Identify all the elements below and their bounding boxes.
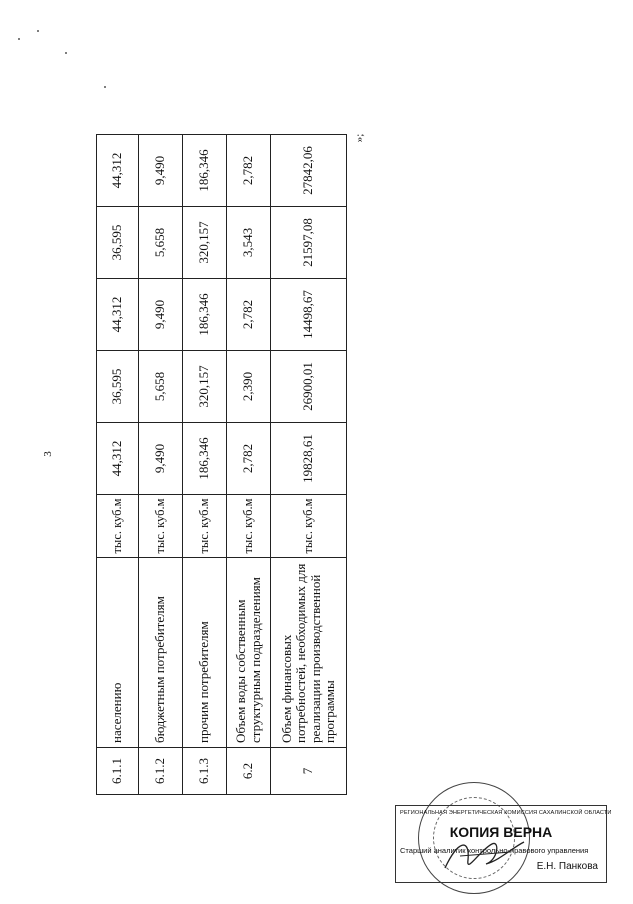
row-value: 44,312 bbox=[97, 279, 139, 351]
row-value: 27842,06 bbox=[271, 135, 347, 207]
rotated-table-region bbox=[96, 135, 346, 795]
row-id: 7 bbox=[271, 748, 347, 795]
closing-quote: »; bbox=[353, 133, 366, 143]
stamp-heading: КОПИЯ ВЕРНА bbox=[449, 824, 553, 840]
row-value: 186,346 bbox=[183, 423, 227, 495]
row-unit: тыс. куб.м bbox=[271, 495, 347, 558]
row-name: Объем воды собственным структурным подразделениям bbox=[227, 558, 271, 748]
handwritten-signature bbox=[440, 830, 530, 878]
row-unit: тыс. куб.м bbox=[97, 495, 139, 558]
row-unit: тыс. куб.м bbox=[139, 495, 183, 558]
row-name: прочим потребителям bbox=[183, 558, 227, 748]
table-row bbox=[227, 135, 271, 795]
speck bbox=[65, 52, 67, 54]
row-id: 6.2 bbox=[227, 748, 271, 795]
row-value: 9,490 bbox=[139, 135, 183, 207]
row-unit: тыс. куб.м bbox=[227, 495, 271, 558]
row-id: 6.1.1 bbox=[97, 748, 139, 795]
row-value: 14498,67 bbox=[271, 279, 347, 351]
row-value: 9,490 bbox=[139, 423, 183, 495]
row-value: 26900,01 bbox=[271, 351, 347, 423]
row-value: 3,543 bbox=[227, 207, 271, 279]
row-value: 2,782 bbox=[227, 423, 271, 495]
row-value: 186,346 bbox=[183, 135, 227, 207]
row-value: 186,346 bbox=[183, 279, 227, 351]
row-id: 6.1.3 bbox=[183, 748, 227, 795]
speck bbox=[104, 86, 106, 88]
row-value: 9,490 bbox=[139, 279, 183, 351]
speck bbox=[18, 38, 20, 40]
row-value: 5,658 bbox=[139, 351, 183, 423]
table-row bbox=[271, 135, 347, 795]
row-value: 2,782 bbox=[227, 279, 271, 351]
row-value: 19828,61 bbox=[271, 423, 347, 495]
stamp-signer-name: Е.Н. Панкова bbox=[536, 861, 598, 872]
speck bbox=[37, 30, 39, 32]
row-value: 21597,08 bbox=[271, 207, 347, 279]
row-name: Объем финансовых потребностей, необходимых для реализации производственной программы bbox=[271, 558, 347, 748]
table-row bbox=[97, 135, 139, 795]
row-value: 2,390 bbox=[227, 351, 271, 423]
row-value: 5,658 bbox=[139, 207, 183, 279]
table-row bbox=[183, 135, 227, 795]
stamp-organization: РЕГИОНАЛЬНАЯ ЭНЕРГЕТИЧЕСКАЯ КОМИССИЯ САХАЛИНСКОЙ ОБЛАСТИ bbox=[400, 810, 612, 816]
row-value: 44,312 bbox=[97, 135, 139, 207]
table-row bbox=[139, 135, 183, 795]
stamp-position: Старший аналитик контрольно-правового управления bbox=[400, 846, 589, 855]
row-name: бюджетным потребителям bbox=[139, 558, 183, 748]
row-value: 44,312 bbox=[97, 423, 139, 495]
data-table bbox=[96, 134, 347, 795]
row-value: 320,157 bbox=[183, 351, 227, 423]
row-value: 2,782 bbox=[227, 135, 271, 207]
row-unit: тыс. куб.м bbox=[183, 495, 227, 558]
row-id: 6.1.2 bbox=[139, 748, 183, 795]
row-value: 36,595 bbox=[97, 207, 139, 279]
page-number: 3 bbox=[41, 451, 54, 457]
row-value: 320,157 bbox=[183, 207, 227, 279]
row-name: населению bbox=[97, 558, 139, 748]
row-value: 36,595 bbox=[97, 351, 139, 423]
